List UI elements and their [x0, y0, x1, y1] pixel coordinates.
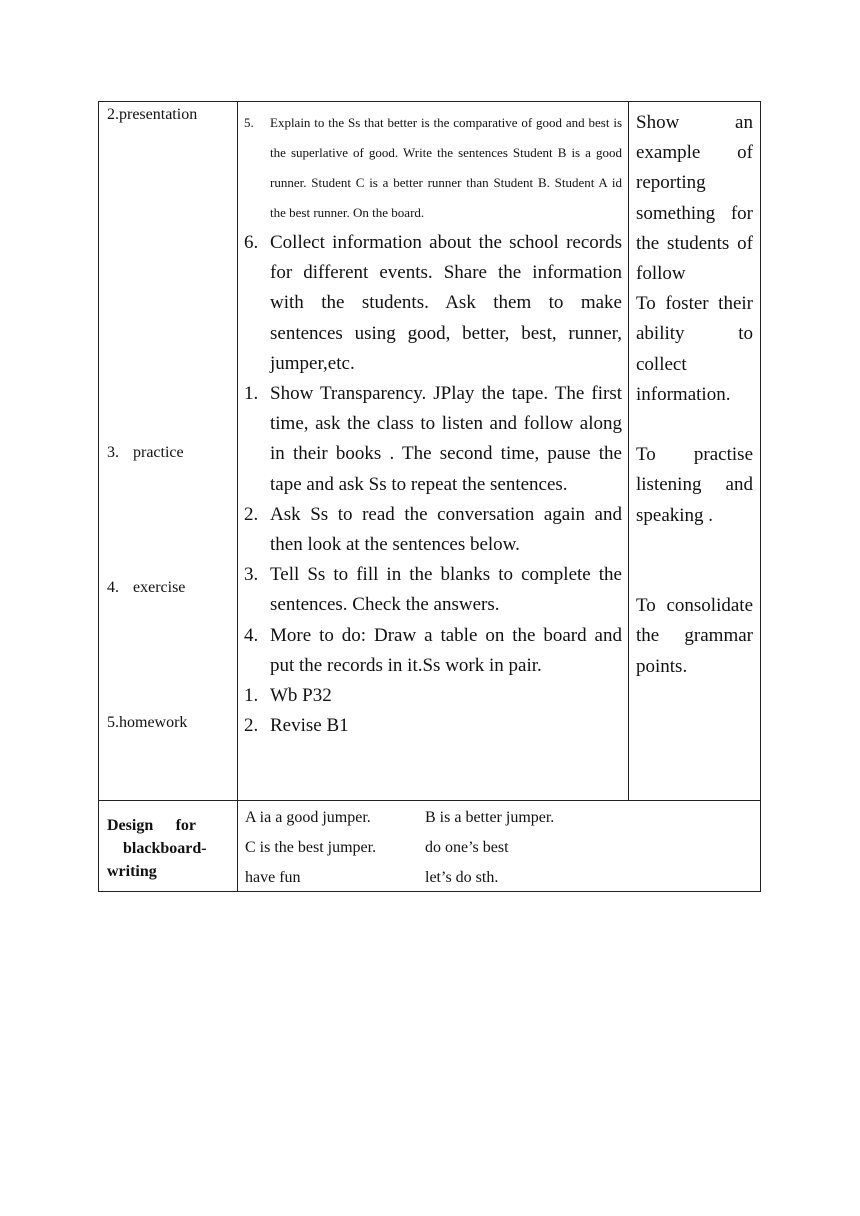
- blackboard-label-cell: [99, 801, 238, 892]
- blackboard-label-line: writing: [107, 863, 157, 880]
- stage-practice: 3. practice: [107, 444, 184, 461]
- purpose-collect: To foster their ability to collect information.: [636, 293, 753, 405]
- lesson-plan-table: [98, 101, 761, 892]
- procedure-item: 6. Collect information about the school records for different events. Share the information with the students. Ask them to make sentences using good, better, best, runner, jumper,etc.: [244, 232, 622, 374]
- homework-item: 1. Wb P32: [244, 685, 332, 707]
- procedure-item-small: 5. Explain to the Ss that better is the comparative of good and best is the superlative of good. Write the sentences Student B is a good runner. Student C is a better runner than Student B. Student A id the best runner. On the board.: [244, 115, 622, 220]
- purpose-presentation: Show an example of reporting something for the students of follow: [636, 112, 753, 285]
- stage-homework: 5.homework: [107, 714, 188, 731]
- purpose-exercise: To consolidate the grammar points.: [636, 595, 753, 677]
- stage-presentation: 2.presentation: [107, 106, 198, 123]
- procedure-item: 1. Show Transparency. JPlay the tape. The first time, ask the class to listen and follow along in their books . The second time, pause the tape and ask Ss to repeat the sentences.: [244, 383, 622, 495]
- procedure-item: 3. Tell Ss to fill in the blanks to complete the sentences. Check the answers.: [244, 564, 622, 616]
- stage-exercise: 4. exercise: [107, 579, 186, 596]
- procedure-column: [238, 102, 629, 801]
- blackboard-content-cell: [238, 801, 761, 892]
- procedure-row: [99, 102, 761, 801]
- procedure-item: 4. More to do: Draw a table on the board and put the records in it.Ss work in pair.: [244, 624, 622, 676]
- purpose-practice: To practise listening and speaking .: [636, 444, 753, 526]
- blackboard-label-word: for: [175, 817, 196, 834]
- blackboard-line: have fun let’s do sth.: [245, 869, 499, 886]
- stage-column: [99, 102, 238, 801]
- blackboard-line: A ia a good jumper. B is a better jumper.: [245, 809, 555, 826]
- blackboard-label-word: Design: [107, 817, 154, 834]
- blackboard-label-line: blackboard-: [123, 840, 207, 857]
- purpose-column: [629, 102, 761, 801]
- blackboard-line: C is the best jumper. do one’s best: [245, 839, 509, 856]
- blackboard-row: [99, 801, 761, 892]
- homework-item: 2. Revise B1: [244, 715, 349, 737]
- procedure-item: 2. Ask Ss to read the conversation again and then look at the sentences below.: [244, 503, 622, 556]
